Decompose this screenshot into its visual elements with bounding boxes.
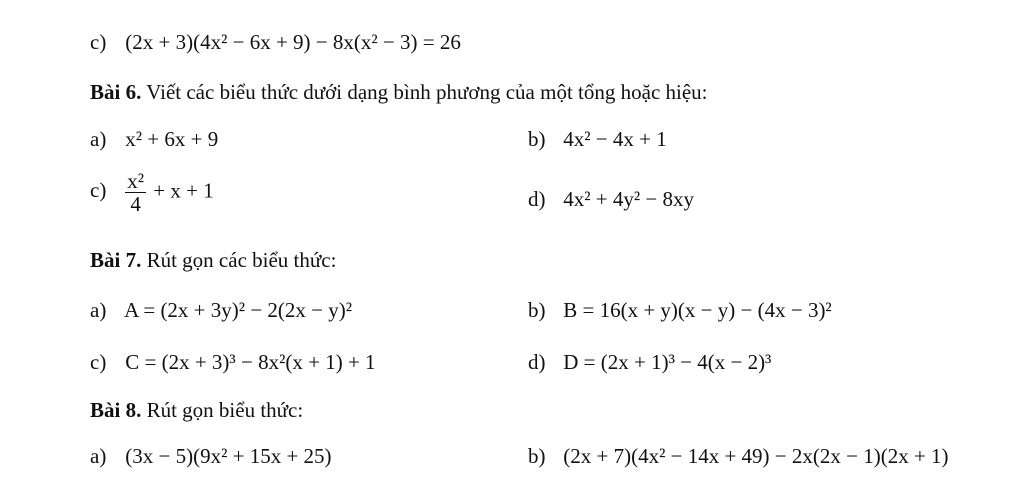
math-expression: (2x + 7)(4x² − 14x + 49) − 2x(2x − 1)(2x + 1) bbox=[563, 444, 949, 468]
fraction-numerator: x² bbox=[127, 169, 145, 193]
exercise-instruction: Rút gọn các biểu thức: bbox=[146, 248, 337, 272]
item-label: b) bbox=[528, 444, 546, 468]
exercise-6-heading bbox=[90, 80, 708, 105]
fraction-denominator: 4 bbox=[130, 192, 141, 216]
prev-exercise-c bbox=[90, 30, 461, 55]
exercise-6-item-d bbox=[528, 187, 694, 212]
math-expression: (2x + 3)(4x² − 6x + 9) − 8x(x² − 3) = 26 bbox=[125, 30, 461, 54]
item-label: b) bbox=[528, 127, 546, 151]
math-expression: A = (2x + 3y)² − 2(2x − y)² bbox=[124, 298, 353, 322]
item-label: c) bbox=[90, 30, 107, 54]
math-expression: 4x² + 4y² − 8xy bbox=[563, 187, 695, 211]
math-expression: 4x² − 4x + 1 bbox=[563, 127, 667, 151]
item-label: d) bbox=[528, 350, 546, 374]
item-label: a) bbox=[90, 298, 107, 322]
exercise-6-item-c bbox=[90, 170, 214, 215]
item-label: c) bbox=[90, 350, 107, 374]
math-expression: D = (2x + 1)³ − 4(x − 2)³ bbox=[563, 350, 772, 374]
exercise-6-item-b bbox=[528, 127, 667, 152]
math-expression: x² + 6x + 9 bbox=[125, 127, 219, 151]
exercise-7-item-a bbox=[90, 298, 352, 323]
math-expression: C = (2x + 3)³ − 8x²(x + 1) + 1 bbox=[125, 350, 376, 374]
exercise-8-item-a bbox=[90, 444, 332, 469]
item-label: a) bbox=[90, 444, 107, 468]
exercise-8-heading bbox=[90, 398, 303, 423]
exercise-6-item-a bbox=[90, 127, 218, 152]
exercise-7-item-b bbox=[528, 298, 832, 323]
exercise-instruction: Rút gọn biểu thức: bbox=[146, 398, 304, 422]
exercise-number: Bài 6. bbox=[90, 80, 142, 104]
math-expression: (3x − 5)(9x² + 15x + 25) bbox=[125, 444, 332, 468]
math-expression: + x + 1 bbox=[153, 178, 214, 203]
exercise-number: Bài 7. bbox=[90, 248, 142, 272]
item-label: a) bbox=[90, 127, 107, 151]
math-expression: B = 16(x + y)(x − y) − (4x − 3)² bbox=[563, 298, 832, 322]
item-label: b) bbox=[528, 298, 546, 322]
exercise-7-item-d bbox=[528, 350, 771, 375]
exercise-8-item-b bbox=[528, 444, 949, 469]
exercise-7-item-c bbox=[90, 350, 376, 375]
exercise-number: Bài 8. bbox=[90, 398, 142, 422]
exercise-instruction: Viết các biểu thức dưới dạng bình phương của một tổng hoặc hiệu: bbox=[146, 80, 708, 104]
item-label: c) bbox=[90, 178, 107, 203]
item-label: d) bbox=[528, 187, 546, 211]
exercise-7-heading bbox=[90, 248, 336, 273]
fraction bbox=[125, 170, 146, 215]
